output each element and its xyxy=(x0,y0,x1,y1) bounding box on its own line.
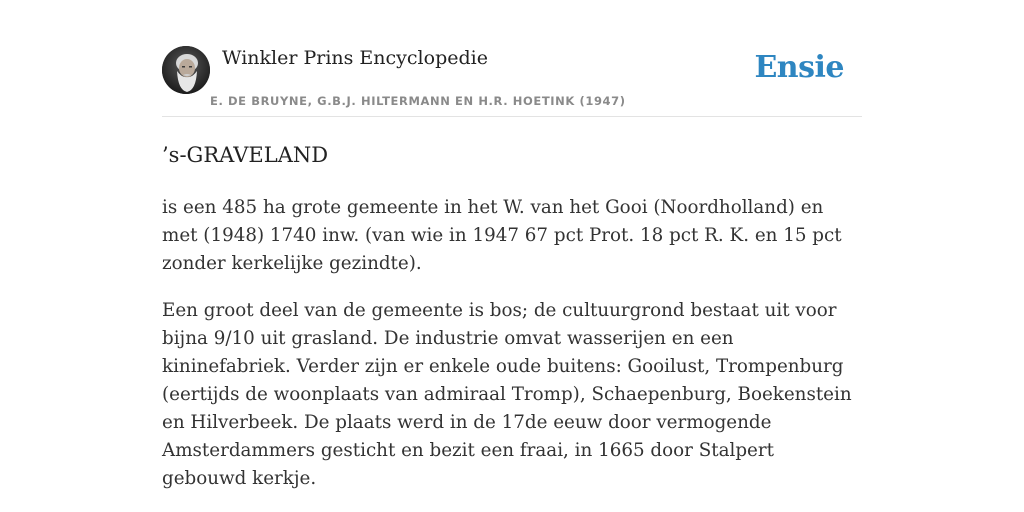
book-authors: E. DE BRUYNE, G.B.J. HILTERMANN EN H.R. HOETINK (1947) xyxy=(210,94,626,108)
author-portrait-icon xyxy=(162,46,210,94)
ensie-logo[interactable]: Ensie xyxy=(754,50,844,85)
entry-title: ’s-GRAVELAND xyxy=(162,143,329,167)
encyclopedia-header xyxy=(162,46,862,117)
article xyxy=(162,140,862,512)
article-paragraph: is een 485 ha grote gemeente in het W. van het Gooi (Noordholland) en met (1948) 1740 inw. (van wie in 1947 67 pct Prot. 18 pct R. K. en 15 pct zonder kerkelijke gezindte). xyxy=(162,197,842,274)
book-title[interactable]: Winkler Prins Encyclopedie xyxy=(222,47,488,69)
article-paragraph: Een groot deel van de gemeente is bos; de cultuurgrond bestaat uit voor bijna 9/10 uit grasland. De industrie omvat wasserijen en een kininefabriek. Verder zijn er enkele oude buitens: Gooilust, Trompenburg (eertijds de woonplaats van admiraal Tromp), Schaepenburg, Boekenstein en Hilverbeek. De plaats werd in de 17de eeuw door vermogende Amsterdammers gesticht en bezit een fraai, in 1665 door Stalpert gebouwd kerkje. xyxy=(162,300,852,489)
